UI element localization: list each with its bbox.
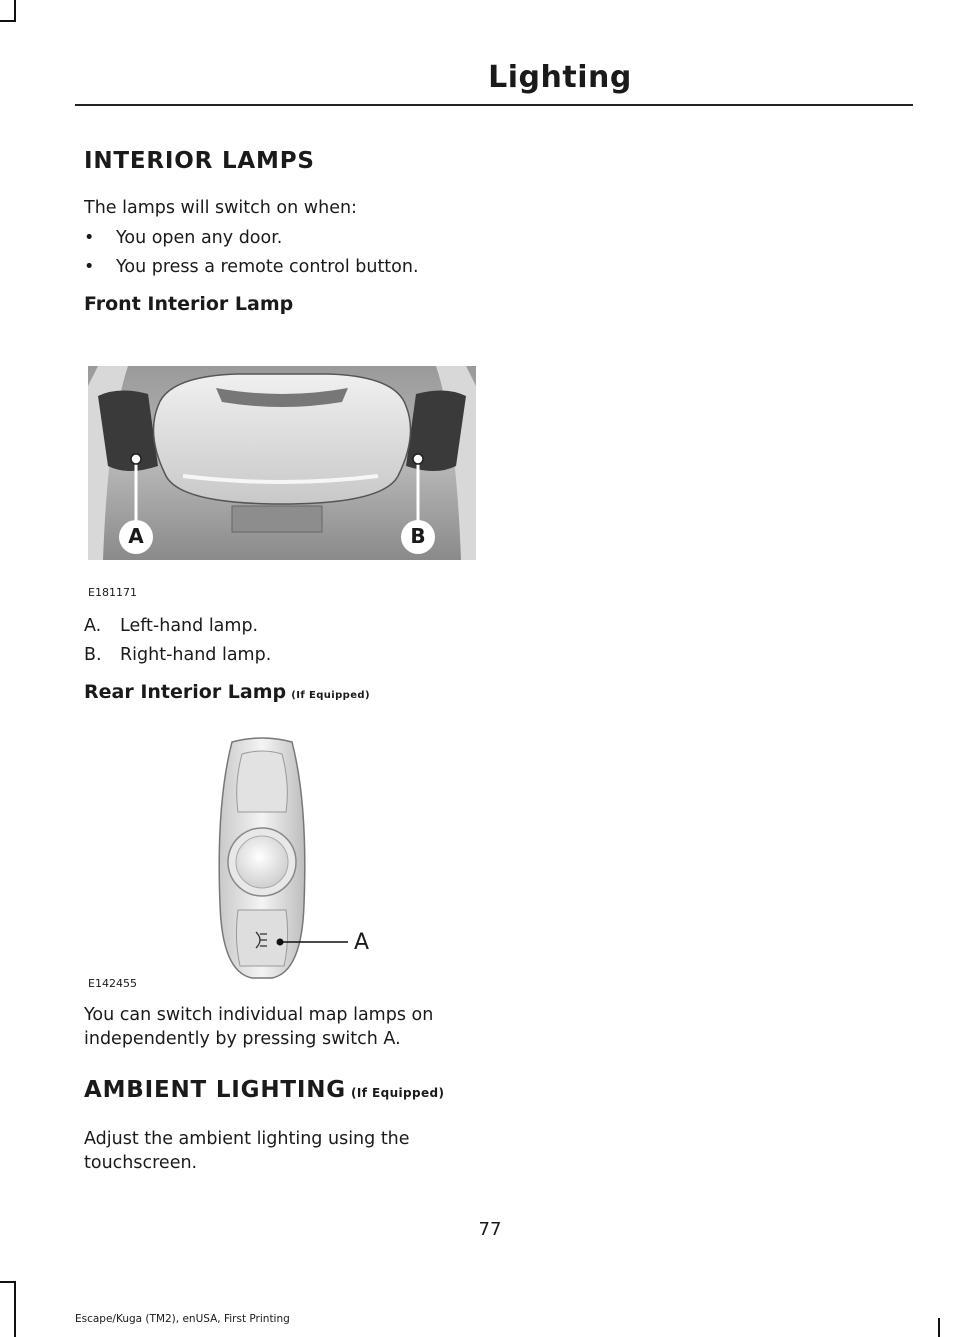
- if-equipped-qualifier: (If Equipped): [291, 690, 370, 701]
- bullet-text: You press a remote control button.: [116, 257, 419, 277]
- crop-mark-bottom-left: [0, 1281, 16, 1283]
- bullet-item: [84, 257, 419, 277]
- bullet-icon: •: [84, 257, 95, 277]
- header-rule: [75, 104, 913, 106]
- crop-mark-top-left: [0, 20, 16, 22]
- page-header-title: Lighting: [488, 60, 632, 95]
- callout-b-label: B: [410, 524, 426, 548]
- section-title-interior-lamps: INTERIOR LAMPS: [84, 148, 315, 174]
- rear-lamp-description: You can switch individual map lamps on independently by pressing switch A.: [84, 1005, 434, 1049]
- figure-code: E181171: [88, 586, 137, 599]
- callout-a-label: A: [128, 524, 144, 548]
- if-equipped-qualifier: (If Equipped): [351, 1086, 445, 1100]
- figure-code: E142455: [88, 977, 137, 990]
- crop-mark-top-left: [14, 0, 16, 20]
- bullet-icon: •: [84, 228, 95, 248]
- crop-mark-bottom-right: [938, 1318, 940, 1337]
- ambient-description: Adjust the ambient lighting using the touchscreen.: [84, 1129, 410, 1173]
- bullet-item: [84, 228, 282, 248]
- bullet-text: You open any door.: [116, 228, 283, 248]
- crop-mark-bottom-left: [14, 1281, 16, 1337]
- legend-item-b: B. Right-hand lamp.: [84, 645, 272, 665]
- printing-info: Escape/Kuga (TM2), enUSA, First Printing: [75, 1313, 290, 1325]
- rear-lamp-heading: Rear Interior Lamp (If Equipped): [84, 681, 370, 703]
- intro-text: The lamps will switch on when:: [84, 198, 357, 218]
- callout-a-label: A: [354, 930, 370, 955]
- callout-leader-a: [272, 934, 352, 950]
- ambient-lighting-heading: AMBIENT LIGHTING (If Equipped): [84, 1077, 445, 1103]
- left-lamp-shape: [98, 390, 158, 471]
- front-lamp-heading: Front Interior Lamp: [84, 293, 294, 315]
- page-number: 77: [478, 1219, 502, 1240]
- legend-item-a: A. Left-hand lamp.: [84, 616, 259, 636]
